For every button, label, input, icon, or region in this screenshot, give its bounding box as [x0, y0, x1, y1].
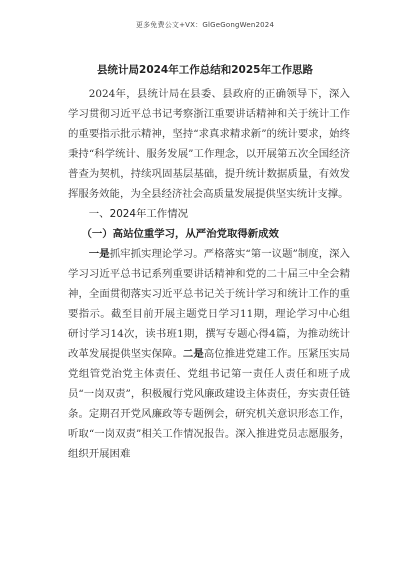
- section-heading: 一、2024年工作情况: [88, 208, 188, 220]
- document-body: [68, 84, 350, 464]
- intro-paragraph: 2024年，县统计局在县委、县政府的正确领导下，深入学习贯彻习近平总书记考察浙江重要讲话精神和关于统计工作的重要指示批示精神，坚持“求真求精求新”的统计要求，始终秉持“科学统计、服务发展”工作理念，以开展第五次全国经济普查为契机，持续巩固基层基础，提升统计数据质量，有效发挥服务效能，为全县经济社会高质量发展提供坚实统计支撑。: [68, 88, 350, 200]
- subsection-heading: （一）高站位重学习，从严治党取得新成效: [81, 228, 279, 240]
- body-paragraph: [68, 244, 350, 464]
- paragraph-text-1: 抓牢抓实理论学习。严格落实“第一议题”制度，深入学习习近平总书记系列重要讲话精神和党的二十届三中全会精神，全面贯彻落实习近平总书记关于统计学习和统计工作的重要指示。截至目前开展主题党日学习11期，理论学习中心组研讨学习14次，读书班1期，撰写专题心得4篇，为推动统计改革发展提供坚实保障。: [68, 248, 351, 360]
- lead-phrase-1: 一是: [88, 248, 110, 260]
- lead-phrase-2: 二是: [182, 348, 204, 360]
- header-note: 更多免费公文+VX：GlGeGongWen2024: [135, 21, 275, 29]
- document-title: 县统计局2024年工作总结和2025年工作思路: [97, 64, 313, 76]
- paragraph-text-2: 高位推进党建工作。压紧压实局党组管党治党主体责任、党组书记第一责任人责任和班子成员“一岗双责”，积极履行党风廉政建设主体责任，夯实责任链条。定期召开党风廉政等专题例会，研究机关意识形态工作，听取“一岗双责”相关工作情况报告。深入推进党员志愿服务，组织开展困难: [68, 348, 351, 460]
